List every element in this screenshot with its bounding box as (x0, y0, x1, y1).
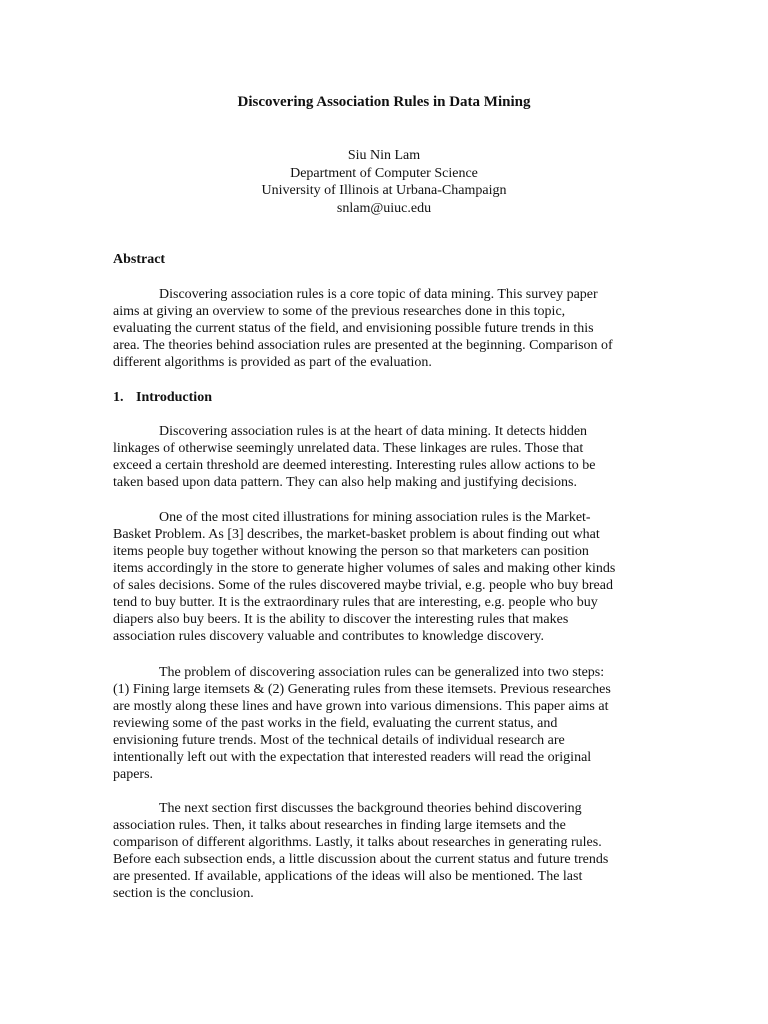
paragraph-line: comparison of different algorithms. Lastly, it talks about researches in generating rules. (113, 835, 602, 850)
paper-title: Discovering Association Rules in Data Mining (237, 94, 531, 110)
paragraph-line: intentionally left out with the expectation that interested readers will read the original (113, 750, 592, 765)
paragraph-line: papers. (113, 767, 154, 782)
paragraph-line: One of the most cited illustrations for mining association rules is the Market- (159, 510, 591, 525)
paragraph-line: different algorithms is provided as part of the evaluation. (113, 355, 432, 370)
intro-paragraph-2 (113, 509, 653, 645)
abstract-heading: Abstract (113, 252, 166, 267)
paragraph-line: Discovering association rules is a core topic of data mining. This survey paper (159, 287, 598, 302)
paragraph-line: items accordingly in the store to generate higher volumes of sales and making other kinds (113, 561, 616, 576)
author-university: University of Illinois at Urbana-Champaign (261, 183, 507, 198)
paragraph-line: area. The theories behind association rules are presented at the beginning. Comparison of (113, 338, 613, 353)
paragraph-line: The problem of discovering association rules can be generalized into two steps: (159, 665, 605, 680)
paragraph-line: Discovering association rules is at the heart of data mining. It detects hidden (159, 424, 588, 439)
intro-paragraph-3 (113, 664, 653, 783)
paragraph-line: evaluating the current status of the field, and envisioning possible future trends in this (113, 321, 594, 336)
abstract-paragraph (113, 286, 653, 371)
author-email: snlam@uiuc.edu (336, 200, 432, 216)
paragraph-line: reviewing some of the past works in the field, evaluating the current status, and (113, 716, 558, 731)
paragraph-line: envisioning future trends. Most of the technical details of individual research are (113, 733, 565, 748)
paragraph-line: exceed a certain threshold are deemed interesting. Interesting rules allow actions to be (113, 458, 596, 473)
author-department: Department of Computer Science (290, 165, 478, 181)
paragraph-line: The next section first discusses the background theories behind discovering (159, 801, 582, 816)
paragraph-line: are mostly along these lines and have grown into various dimensions. This paper aims at (113, 699, 609, 714)
paragraph-line: association rules. Then, it talks about researches in finding large itemsets and the (113, 818, 566, 833)
paragraph-line: tend to buy butter. It is the extraordinary rules that are interesting, e.g. people who buy (113, 595, 598, 610)
paragraph-line: taken based upon data pattern. They can also help making and justifying decisions. (113, 475, 577, 490)
author-block (0, 147, 768, 217)
paragraph-line: association rules discovery valuable and contributes to knowledge discovery. (113, 629, 545, 644)
paragraph-line: section is the conclusion. (113, 886, 254, 901)
paragraph-line: aims at giving an overview to some of the previous researches done in this topic, (113, 304, 566, 319)
paragraph-line: Before each subsection ends, a little discussion about the current status and future trends (113, 852, 609, 867)
intro-paragraph-4 (113, 800, 653, 902)
paragraph-line: Basket Problem. As [3] describes, the market-basket problem is about finding out what (113, 527, 600, 542)
paragraph-line: are presented. If available, applications of the ideas will also be mentioned. The last (113, 869, 583, 884)
section-heading-introduction (113, 389, 212, 406)
section-number: 1. (113, 390, 124, 405)
intro-paragraph-1 (113, 423, 653, 491)
paragraph-line: items people buy together without knowing the person so that marketers can position (113, 544, 589, 559)
paragraph-line: diapers also buy beers. It is the ability to discover the interesting rules that makes (113, 612, 569, 627)
paragraph-line: of sales decisions. Some of the rules discovered maybe trivial, e.g. people who buy bread (113, 578, 613, 593)
section-title: Introduction (136, 390, 212, 405)
author-name: Siu Nin Lam (347, 148, 421, 163)
paragraph-line: linkages of otherwise seemingly unrelated data. These linkages are rules. Those that (113, 441, 584, 456)
paragraph-line: (1) Fining large itemsets & (2) Generating rules from these itemsets. Previous researches (113, 682, 611, 697)
